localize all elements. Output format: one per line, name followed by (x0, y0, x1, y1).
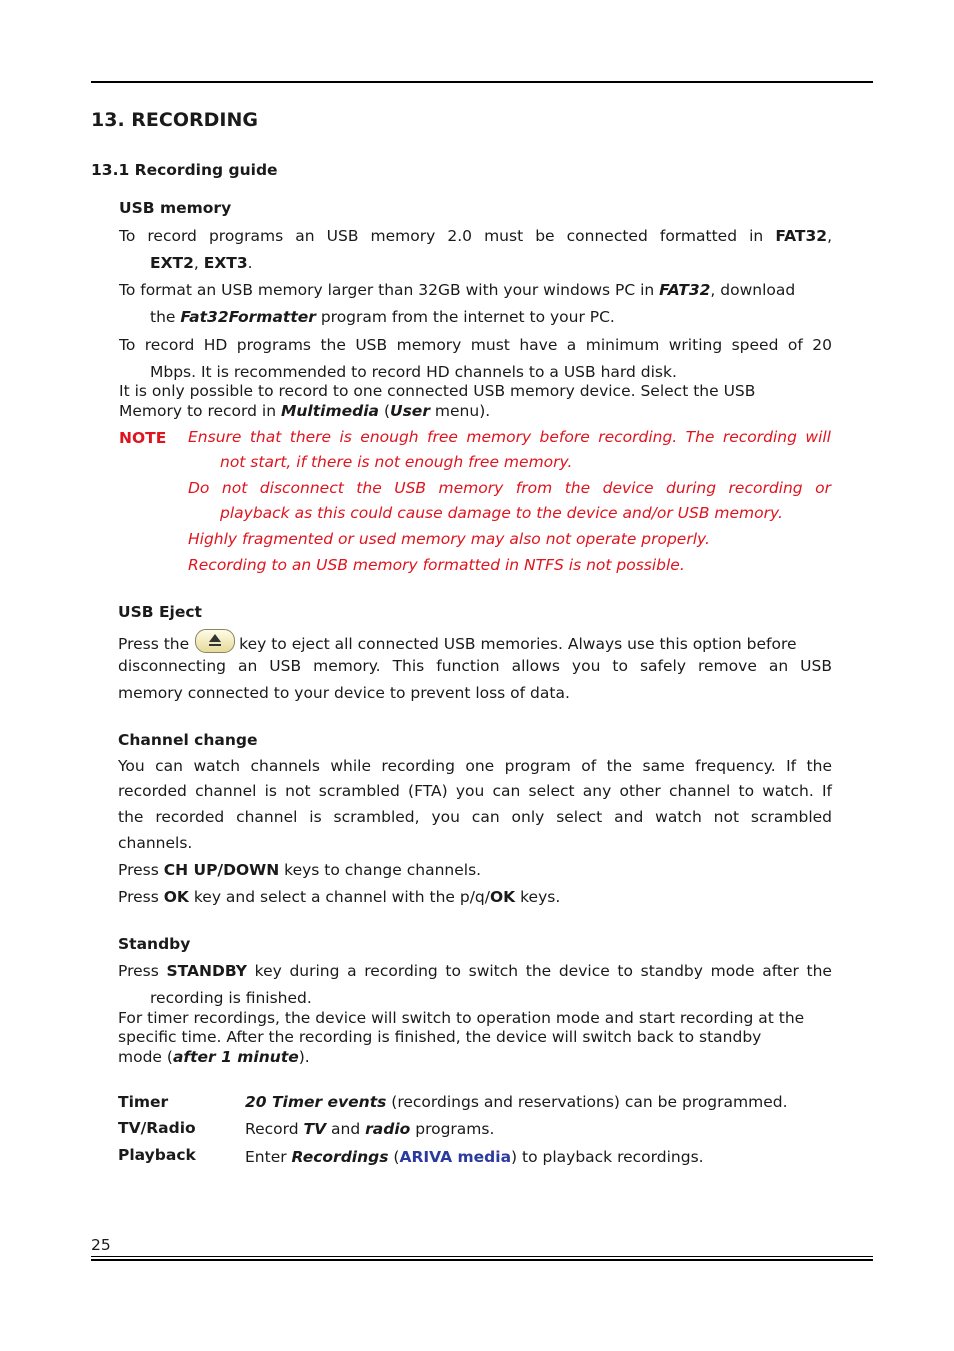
section-heading: 13.1 Recording guide (91, 161, 278, 179)
channel-change-line4: channels. (118, 834, 193, 852)
channel-change-title: Channel change (118, 731, 258, 749)
usb-memory-p4-line1: It is only possible to record to one connected USB memory device. Select the USB (119, 382, 756, 400)
usb-eject-line2: disconnecting an USB memory. This function allows you to safely remove an USB (118, 657, 832, 675)
table-value-tvradio: Record TV and radio programs. (245, 1120, 495, 1138)
standby-line5: mode (after 1 minute). (118, 1048, 310, 1066)
footer-rule-thin (91, 1256, 873, 1257)
ariva-media-link[interactable]: ARIVA media (399, 1148, 512, 1166)
table-label-playback: Playback (118, 1146, 196, 1164)
page-number: 25 (91, 1236, 111, 1254)
note-4: Recording to an USB memory formatted in NTFS is not possible. (188, 556, 685, 574)
usb-eject-line3: memory connected to your device to prevent loss of data. (118, 684, 570, 702)
usb-memory-p1-line1: To record programs an USB memory 2.0 must be connected formatted in FAT32, (119, 227, 832, 245)
usb-memory-p2-line2: the Fat32Formatter program from the internet to your PC. (150, 308, 615, 326)
usb-memory-title: USB memory (119, 199, 232, 217)
table-value-playback: Enter Recordings (ARIVA media) to playback recordings. (245, 1148, 704, 1166)
usb-memory-p4-line2: Memory to record in Multimedia (User menu). (119, 402, 491, 420)
note-1-line2: not start, if there is not enough free memory. (220, 453, 573, 471)
usb-eject-line1: Press the key to eject all connected USB memories. Always use this option before (118, 629, 832, 654)
channel-change-line2: recorded channel is not scrambled (FTA) you can select any other channel to watch. If (118, 782, 832, 800)
note-3: Highly fragmented or used memory may also not operate properly. (188, 530, 710, 548)
table-value-timer: 20 Timer events (recordings and reservations) can be programmed. (245, 1093, 788, 1111)
usb-memory-p2-line1: To format an USB memory larger than 32GB with your windows PC in FAT32, download (119, 281, 796, 299)
usb-memory-p1-line2: EXT2, EXT3. (150, 254, 253, 272)
usb-memory-p3-line2: Mbps. It is recommended to record HD channels to a USB hard disk. (150, 363, 677, 381)
note-2-line2: playback as this could cause damage to the device and/or USB memory. (220, 504, 783, 522)
standby-title: Standby (118, 935, 191, 953)
standby-line2: recording is finished. (150, 989, 312, 1007)
table-label-timer: Timer (118, 1093, 169, 1111)
note-2-line1: Do not disconnect the USB memory from the device during recording or (188, 479, 831, 497)
channel-change-line1: You can watch channels while recording one program of the same frequency. If the (118, 757, 832, 775)
note-label: NOTE (119, 429, 167, 447)
usb-eject-title: USB Eject (118, 603, 202, 621)
usb-memory-p3-line1: To record HD programs the USB memory must have a minimum writing speed of 20 (119, 336, 832, 354)
channel-change-line5: Press CH UP/DOWN keys to change channels. (118, 861, 482, 879)
channel-change-line3: the recorded channel is scrambled, you can only select and watch not scrambled (118, 808, 832, 826)
standby-line1: Press STANDBY key during a recording to switch the device to standby mode after the (118, 962, 832, 980)
header-rule (91, 81, 873, 83)
note-1-line1: Ensure that there is enough free memory before recording. The recording will (188, 428, 831, 446)
table-label-tvradio: TV/Radio (118, 1119, 196, 1137)
standby-line3: For timer recordings, the device will switch to operation mode and start recording at the (118, 1009, 805, 1027)
chapter-heading: 13. RECORDING (91, 109, 258, 131)
eject-key-icon (195, 629, 235, 653)
channel-change-line6: Press OK key and select a channel with the p/q/OK keys. (118, 888, 561, 906)
standby-line4: specific time. After the recording is finished, the device will switch back to standby (118, 1028, 762, 1046)
footer-rule-thick (91, 1259, 873, 1261)
